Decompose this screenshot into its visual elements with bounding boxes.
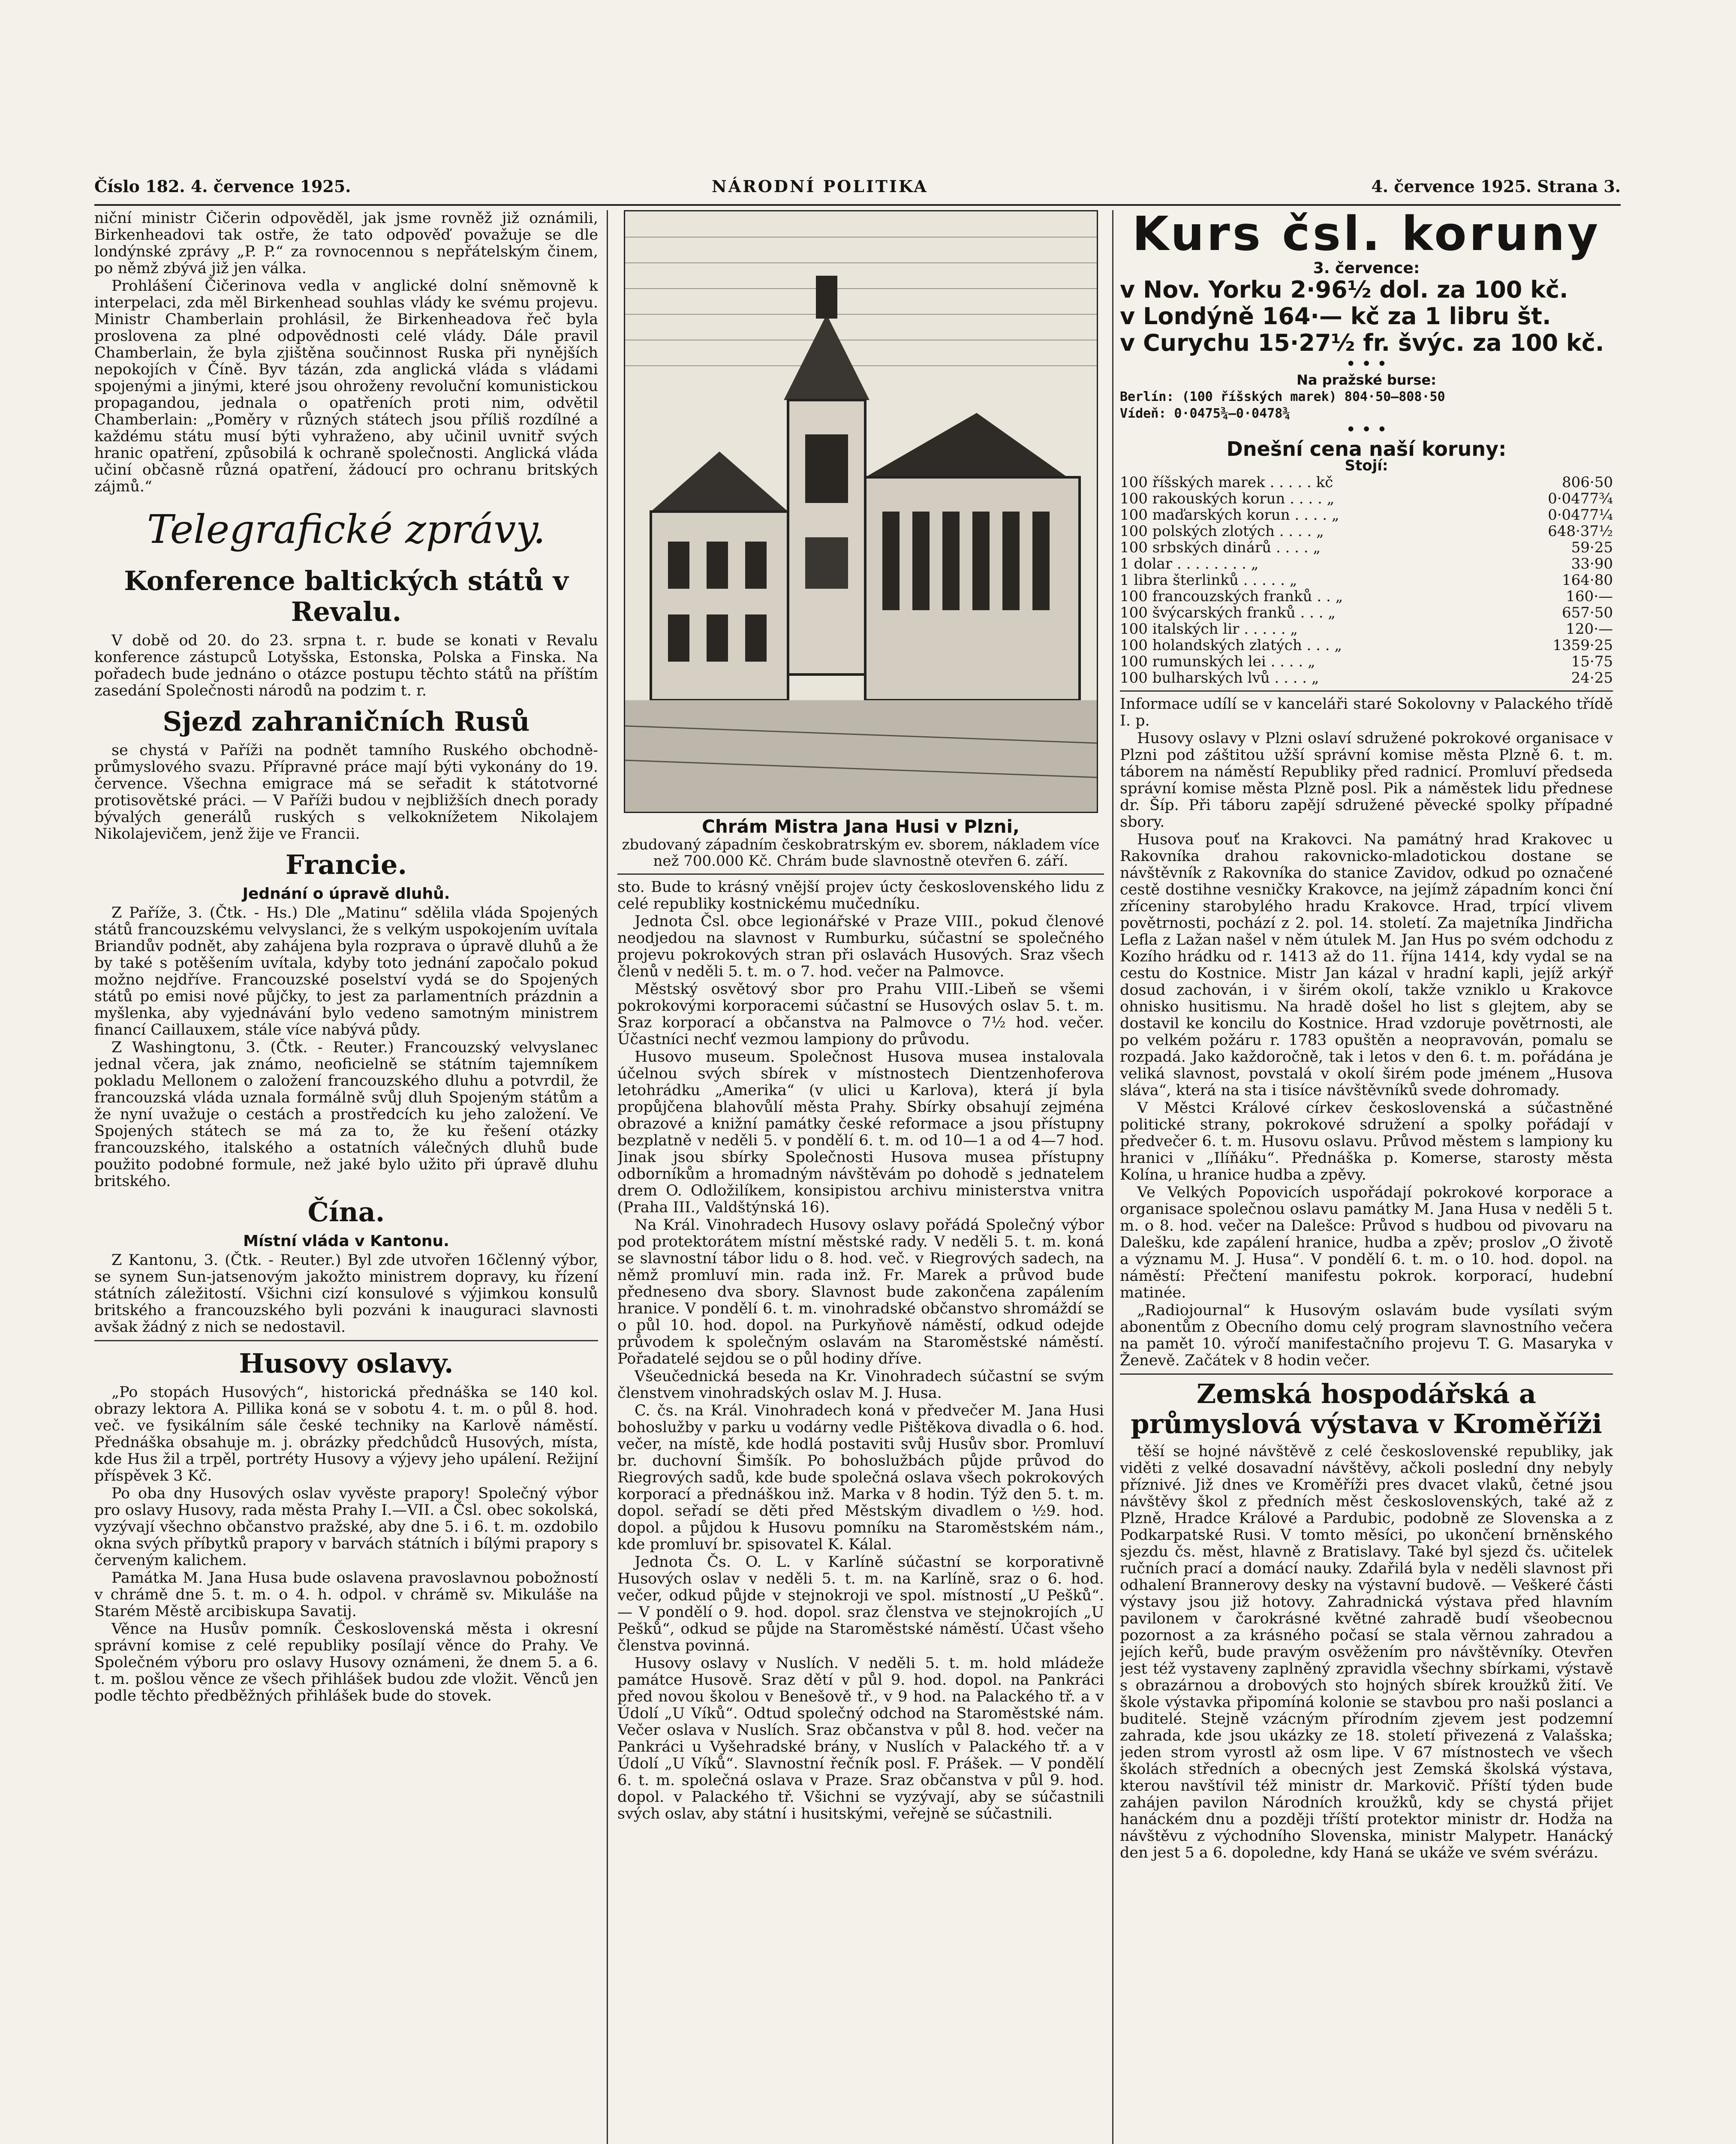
article-heading: Zemská hospodářská a průmyslová výstava v Kroměříži (1131, 1378, 1602, 1439)
dots-separator: • • • (1345, 354, 1387, 374)
rate-value: 1359·25 (1552, 637, 1613, 654)
article-paragraph: Památka M. Jana Husa bude oslavena pravoslavnou pobožností v chrámě dne 5. t. m. o 4. h. odpol. v chrámě sv. Mikuláše na Starém Městě arcibiskupa Savatij. (94, 1569, 598, 1620)
header-issue: Číslo 182. 4. července 1925. (94, 177, 351, 196)
article-heading: Čína. (307, 1196, 385, 1228)
table-row (1120, 491, 1613, 507)
rate-value: 160·— (1566, 588, 1613, 605)
table-row (1120, 605, 1613, 621)
column-divider (1112, 210, 1113, 2144)
table-row (1120, 572, 1613, 588)
article-paragraph: těší se hojné návštěvě z celé československé republiky, jak viděti z velké dosavadní návštěvy, ačkoli poslední dny nebyly příznivé. Již dnes ve Kroměříži pres dvacet vlaků, četné jsou návštěvy škol z předních měst československých, také až z Plzně, Hradce Králové a Pardubic, podobně ze Slovenska a z Podkarpatské Rusi. V tomto měsíci, po ukončení brněnského sjezdu čs. měst, hlavně z Bratislavy. Také byl sjezd čs. učitelek ručních prací a domácí nauky. Zdařilá byla v neděli slavnost při odhalení Brannerovy desky na výstavní budově. — Veškeré části výstavy jsou již hotovy. Zahradnická výstava před hlavním pavilonem v čarokrásné květné zahradě budí všeobecnou pozornost a za krásného počasí se stala věrnou zahradou a jejích keřů, bude pravým osvěžením pro návštěvníky. Otevřen jest též vystaveny zaplněný zpravidla všechny sbírkami, výstavě s obrazárnou a drobových sto hojných sbírek kroužků žití. Ve škole výstavka připomíná kolonie se stavbou pro naši poslanci a buditelé. Stejně vzácným přírodním zjevem jest podzemní zahrada, kde jsou ukázky ze 18. století přivezená z Valašska; jeden strom vyrostl až osm lipe. V 67 místnostech ve všech školách středních a obecných jest Zemská školská výstava, kterou navštívil též ministr dr. Markovič. Příští týden bude zahájen pavilon Národních kroužků, kdy se chystá přijet hanáckém dnu a později tříští protektor ministr dr. Hodža na návštěvu z východního Slovenska, ministr Malypetr. Hanácký den jest 5 a 6. dopoledne, kdy Haná se ukáže ve svém svérázu. (1120, 1443, 1613, 1861)
rate-value: 59·25 (1571, 539, 1613, 556)
table-row (1120, 539, 1613, 556)
article-heading: Konference baltických států v Revalu. (124, 565, 569, 627)
column-right (1120, 210, 1613, 2144)
table-row (1120, 653, 1613, 670)
rate-line-zurich: v Curychu 15·27½ fr. švýc. za 100 kč. (1120, 329, 1604, 356)
column-left (94, 210, 598, 2144)
section-separator (617, 873, 1104, 875)
koruna-value-heading: Dnešní cena naší koruny: (1226, 437, 1507, 461)
church-drawing (625, 211, 1097, 812)
exchange-rate-table (1120, 474, 1613, 686)
article-paragraph: „Radiojournal“ k Husovým oslavám bude vysílati svým abonentům z Obecního domu celý program slavnostního večera na pamět 10. výročí manifestačního projevu T. G. Masaryka v Ženevě. Začátek v 8 hodin večer. (1120, 1302, 1613, 1369)
rate-value: 15·75 (1571, 653, 1613, 670)
article-paragraph: V době od 20. do 23. srpna t. r. bude se konati v Revalu konference zástupců Lotyšska, Estonska, Polska a Finska. Na pořadech bude jednáno o otázce postupu těchto států na příštím zasedání Společnosti národů na podzim t. r. (94, 632, 598, 699)
burse-line-vienna: Vídeň: 0·0475¾—0·0478¾ (1120, 406, 1291, 421)
burse-line-berlin: Berlín: (100 říšských marek) 804·50—808·50 (1120, 389, 1445, 404)
article-heading: Husovy oslavy. (239, 1348, 454, 1379)
rate-label: 100 polských zlotých . . . . „ (1120, 523, 1324, 540)
table-row (1120, 621, 1613, 637)
rates-date: 3. července: (1313, 259, 1420, 277)
rate-label: 100 švýcarských franků . . . „ (1120, 604, 1336, 621)
article-paragraph: Městský osvětový sbor pro Prahu VIII.-Libeň se všemi pokrokovými korporacemi súčastní se Husových oslav 5. t. m. Sraz korporací a občanstva na Palmovce o 7½ hod. večer. Účastníci nechť vezmou lampiony do průvodu. (617, 981, 1104, 1048)
rate-line-london: v Londýně 164·— kč za 1 libru št. (1120, 303, 1551, 330)
rate-label: 100 holandských zlatých . . . „ (1120, 637, 1342, 654)
article-paragraph: Z Washingtonu, 3. (Čtk. - Reuter.) Francouzský velvyslanec jednal včera, jak známo, neoficielně se státním tajemníkem pokladu Mellonem o založení francouzského dluhu a potvrdil, že francouzská vláda uznala formálně svůj dluh Spojeným státům a že nyní uvažuje o cestách a prostředcích ku jeho založení. Ve Spojených státech se má za to, že ku řešení otázky francouzského, italského a ostatních válečných dluhů bude použito podobné formule, než jaké bylo užito při úpravě dluhu britského. (94, 1039, 598, 1190)
rate-label: 100 bulharských lvů . . . . „ (1120, 669, 1319, 687)
rate-value: 164·80 (1562, 572, 1613, 589)
currency-rates-heading: Kurs čsl. koruny (1132, 210, 1601, 261)
rate-label: 1 dolar . . . . . . . . „ (1120, 555, 1259, 572)
article-paragraph: Husovy oslavy v Nuslích. V neděli 5. t. m. hold mládeže památce Husově. Sraz dětí v půl 9. hod. dopol. na Pankráci před novou školou v Benešově tř., v 9 hod. na Palackého tř. a v Údolí „U Víků“. Odtud společný odchod na Staroměstské nám. Večer oslava v Nuslích. Sraz občanstva v půl 8. hod. večer na Pankráci u Vyšehradské brány, v Nuslích v Palackého tř. a v Údolí „U Víků“. Slavnostní řečník posl. F. Prášek. — V pondělí 6. t. m. společná oslava v Praze. Sraz občanstva v půl 9. hod. dopol. v Palackého tř. Všichni se vyzývají, aby se súčastnili svých oslav, aby státní i husitskými, veřejně se súčastnili. (617, 1655, 1104, 1822)
article-paragraph: V Městci Králové církev československá a súčastněné politické strany, pokrokové sdružení a spolky pořádají v předvečer 6. t. m. Husovu oslavu. Průvod městem s lampiony ku hranici v „Ilíňáku“. Přednáška p. Komerse, starosty města Kolína, u hranice hudba a zpěvy. (1120, 1099, 1613, 1183)
rate-value: 648·37½ (1548, 523, 1613, 540)
article-paragraph: Po oba dny Husových oslav vyvěste prapory! Společný výbor pro oslavy Husovy, rada města Prahy I.—VII. a Čsl. obec sokolská, vyzývají všechno občanstvo pražské, aby dne 5. i 6. t. m. ozdobilo okna svých příbytků prapory v barvách státních i bílými prapory s červeným kalichem. (94, 1485, 598, 1569)
header-rule (94, 204, 1621, 206)
rate-label: 100 italských lir . . . . . „ (1120, 620, 1298, 638)
rate-label: 100 rumunských lei . . . . „ (1120, 653, 1315, 670)
rate-value: 120·— (1566, 620, 1613, 638)
rate-label: 100 srbských dinárů . . . . „ (1120, 539, 1321, 556)
article-paragraph: Z Paříže, 3. (Čtk. - Hs.) Dle „Matinu“ sdělila vláda Spojených států francouzskému velvyslanci, že s velkým uspokojením uvítala Briandův podnět, aby zahájena byla rozprava o úpravě dluhů a že by také s potěšením uvítala, kdyby toto jednání započalo pokud možno nejdříve. Francouzské poselství vydá se do Spojených států po emisi nové půjčky, to jest za parlamentních prázdnin a myšlenka, aby vyjednávání bylo vedeno samotným ministrem financí Caillauxem, stále více nabývá půdy. (94, 904, 598, 1039)
table-row (1120, 588, 1613, 605)
article-paragraph: niční ministr Čičerin odpověděl, jak jsme rovněž již oznámili, Birkenheadovi tak ostře, že tato odpověď považuje se dle londýnské zprávy „P. P.“ za rovnocennou s nepřátelským činem, po němž zbývá již jen válka. (94, 210, 598, 277)
article-paragraph: Věnce na Husův pomník. Československá města i okresní správní komise z celé republiky posílají věnce do Prahy. Ve Společném výboru pro oslavy Husovy oznámeni, že dnem 5. a 6. t. m. pošlou věnce ze všech přihlášek budou zde vložit. Věnců jen podle těchto předběžných přihlášek bude do stovek. (94, 1620, 598, 1704)
article-paragraph: sto. Bude to krásný vnější projev úcty československého lidu z celé republiky kostnickému mučedníku. (617, 879, 1104, 912)
section-separator (94, 1340, 598, 1341)
rate-label: 100 říšských marek . . . . . kč (1120, 474, 1333, 491)
column-divider (607, 210, 608, 2144)
article-paragraph: Všeučednická beseda na Kr. Vinohradech súčastní se svým členstvem vinohradských oslav M. J. Husa. (617, 1368, 1104, 1402)
rate-value: 33·90 (1571, 555, 1613, 572)
table-row (1120, 523, 1613, 539)
article-heading: Sjezd zahraničních Rusů (162, 706, 530, 737)
illustration-caption-title: Chrám Mistra Jana Husi v Plzni, (702, 816, 1020, 837)
table-row (1120, 637, 1613, 653)
burse-heading: Na pražské burse: (1297, 372, 1436, 388)
article-paragraph: „Po stopách Husových“, historická přednáška se 140 kol. obrazy lektora A. Pillika koná se v sobotu 4. t. m. o půl 8. hod. več. ve fysikálním sále české techniky na Karlově náměstí. Přednáška obsahuje m. j. obrázky předchůdců Husových, místa, kde Hus žil a trpěl, portréty Husovy a výjevy jeho upálení. Režijní příspěvek 3 Kč. (94, 1384, 598, 1485)
article-paragraph: Ve Velkých Popovicích uspořádají pokrokové korporace a organisace společnou oslavu památky M. Jana Husa v neděli 5 t. m. o 8. hod. večer na Dalešce: Průvod s hudbou od pivovaru na Dalešku, kde zapálení hranice, hudba a zpěv; proslov „O životě a významu M. J. Husa“. V pondělí 6. t. m. o 10. hod. dopol. na náměstí: Přečtení manifestu pokrok. korporací, hudební matinée. (1120, 1184, 1613, 1301)
section-heading-telegraph: Telegrafické zprávy. (147, 506, 546, 552)
rate-value: 806·50 (1562, 474, 1613, 491)
masthead-title: NÁRODNÍ POLITIKA (712, 177, 928, 196)
article-paragraph: Jednota Čsl. obce legionářské v Praze VIII., pokud členové neodjedou na slavnost v Rumburku, súčastní se společného projevu pokrokových stran při oslavách Husových. Sraz všech členů v neděli 5. t. m. o 7. hod. večer na Palmovce. (617, 913, 1104, 980)
section-separator (1120, 690, 1613, 692)
rate-label: 100 rakouských korun . . . . „ (1120, 490, 1335, 507)
article-paragraph: Prohlášení Čičerinova vedla v anglické dolní sněmovně k interpelaci, zda měl Birkenhead souhlas vlády ke svému projevu. Ministr Chamberlain prohlásil, že Birkenheadova řeč byla proslovena za plné odpovědnosti celé vlády. Dále pravil Chamberlain, že byla zjištěna součinnost Ruska při nynějších nepokojích v Číně. Byv tázán, zda anglická vláda s vládami spojenými a jinými, které jsou ohroženy revoluční komunistickou propagandou, jednala o opatřeních proti nim, odvětil Chamberlain: „Poměry v různých státech jsou příliš rozdílné a každému státu musí býti vyhraženo, aby učinil uvnitř svých hranic opatření, způsobilá k ochraně společnosti. Anglická vláda učiní občasně různá opatření, žádoucí pro ochranu britských zájmů.“ (94, 277, 598, 495)
rate-value: 0·0477¼ (1548, 506, 1613, 524)
article-paragraph: Z Kantonu, 3. (Čtk. - Reuter.) Byl zde utvořen 16členný výbor, se synem Sun-jatsenovým jakožto ministrem dopravy, ku řízení státních záležitostí. Všichni cizí konsulové s výjimkou konsulů britského a francouzského byli pozváni k inauguraci slavnosti avšak žádný z nich se nedostavil. (94, 1252, 598, 1336)
illustration-caption: zbudovaný západním českobratrským ev. sborem, nákladem více než 700.000 Kč. Chrám bude slavnostně otevřen 6. září. (622, 836, 1100, 870)
rate-label: 100 francouzských franků . . „ (1120, 588, 1343, 605)
rate-label: 100 maďarských korun . . . . „ (1120, 506, 1339, 524)
table-row (1120, 474, 1613, 491)
rate-label: 1 libra šterlinků . . . . . „ (1120, 572, 1297, 589)
article-paragraph: Husova pouť na Krakovci. Na památný hrad Krakovec u Rakovníka drahou rakovnicko-mladotickou dostane se návštěvník z Rakovníka do stanice Zavidov, odkud po označené cestě dostihne vesničky Krakovce, na jejímž západním konci ční zříceniny starobylého hradu Krakovce. Hrad, trpící vlivem povětrnosti, pochází z 2. pol. 14. století. Za majetníka Jindřicha Lefla z Lažan našel v něm útulek M. Jan Hus po svém odchodu z Kozího hrádku od r. 1413 až do 11. října 1414, kdy vydal se na cestu do Kostnice. Mistr Jan kázal v hradní kapli, jejíž arkýř dosud zachován, i v širém okolí, takže vzniklo u Krakovce ohnisko husitismu. Na hradě došel ho list s glejtem, aby se dostavil ke koncilu do Kostnice. Hrad vzdoruje povětrnosti, ale po velkém požáru r. 1783 opuštěn a neopravován, pomalu se rozpadá. Jako každoročně, tak i letos v den 6. t. m. pořádána je veliká slavnost, povstalá v okolí širém pode jménem „Husova sláva“, která na sta i tisíce návštěvníků svede dohromady. (1120, 831, 1613, 1099)
dots-separator: • • • (1345, 420, 1387, 440)
article-subheading: Jednání o úpravě dluhů. (242, 885, 450, 903)
header-page-number: 4. července 1925. Strana 3. (1371, 177, 1621, 196)
table-row (1120, 556, 1613, 572)
rate-value: 0·0477¾ (1548, 490, 1613, 507)
church-illustration (624, 210, 1098, 813)
section-separator (1120, 1373, 1613, 1375)
article-subheading: Místní vláda v Kantonu. (243, 1232, 449, 1250)
article-paragraph: Informace udílí se v kanceláři staré Sokolovny v Palackého třídě I. p. (1120, 696, 1613, 729)
koruna-value-subheading: Stojí: (1345, 457, 1388, 474)
table-row (1120, 670, 1613, 686)
article-paragraph: Na Král. Vinohradech Husovy oslavy pořádá Společný výbor pod protektorátem místní městské rady. V neděli 5. t. m. koná se slavnostní tábor lidu o 8. hod. več. v Riegrových sadech, na němž promluví min. rada inž. Fr. Marek a průvod bude předneseno dva sbory. Slavnost bude zakončena zapálením hranice. V pondělí 6. t. m. vinohradské občanstvo shromáždí se o půl 10. hod. dopol. na Purkyňově náměstí, odkud odejde průvodem k společným oslavám na Staroměstské náměstí. Pořadatelé sejdou se o půl hodiny dříve. (617, 1217, 1104, 1367)
table-row (1120, 507, 1613, 523)
article-heading: Francie. (285, 849, 407, 880)
column-middle (617, 210, 1104, 2144)
article-paragraph: C. čs. na Král. Vinohradech koná v předvečer M. Jana Husi bohoslužby v parku u vodárny vedle Pištěkova divadla o 6. hod. večer, na místě, kde hodlá postaviti svůj Husův sbor. Promluví br. duchovní Šimšík. Po bohoslužbách půjde průvod do Riegrových sadů, kde bude společná oslava všech pokrokových korporací a přednáškou inž. Marka v 8 hodin. Týž den 5. t. m. dopol. seřadí se děti před Městským divadlem o ½9. hod. dopol. a půjdou k Husovu pomníku na Staroměstském nám., kde promluví br. spisovatel K. Kálal. (617, 1402, 1104, 1553)
rate-line-new-york: v Nov. Yorku 2·96½ dol. za 100 kč. (1120, 276, 1568, 303)
page-header (94, 177, 1621, 202)
article-paragraph: se chystá v Paříži na podnět tamního Ruského obchodně-průmyslového svazu. Přípravné práce mají býti vykonány do 19. července. Všechna emigrace má se seřadit k státotvorné protisovětské práci. — V Paříži budou v nejbližších dnech porady bývalých generálů ruských s velkoknížetem Nikolajem Nikolajevičem, jenž žije ve Francii. (94, 742, 598, 843)
article-paragraph: Jednota Čs. O. L. v Karlíně súčastní se korporativně Husových oslav v neděli 5. t. m. na Karlíně, sraz o 6. hod. večer, odkud půjde v stejnokroji ve spol. místností „U Pešků“. — V pondělí o 9. hod. dopol. sraz členstva ve stejnokrojích „U Pešků“, odkud se půjde na Staroměstské náměstí. Účast všeho členstva povinná. (617, 1554, 1104, 1654)
article-paragraph: Husovy oslavy v Plzni oslaví sdružené pokrokové organisace v Plzni pod záštitou užší správní komise města Plzně 6. t. m. táborem na náměstí Republiky před radnicí. Promluví předseda správní komise města Plzně posl. Pik a náměstek lidu přednese dr. Šíp. Při táboru zapějí sdružené pěvecké spolky případné sbory. (1120, 730, 1613, 831)
rate-value: 24·25 (1571, 669, 1613, 687)
rate-value: 657·50 (1562, 604, 1613, 621)
article-paragraph: Husovo museum. Společnost Husova musea instalovala účelnou svých sbírek v místnostech Dientzenhoferova letohrádku „Amerika“ (v ulici u Karlova), která jí byla propůjčena blahovůlí města Prahy. Sbírky obsahují zejména obrazové a knižní památky české reformace a jsou přístupny bezplatně v neděli 5. v pondělí 6. t. m. od 10—1 a od 4—7 hod. Jinak jsou sbírky Společnosti Husova musea přístupny odborníkům a hromadným návštěvám po dohodě s jednatelem drem O. Odložilíkem, konsipistou archivu ministerstva vnitra (Praha III., Valdštýnská 16). (617, 1048, 1104, 1216)
